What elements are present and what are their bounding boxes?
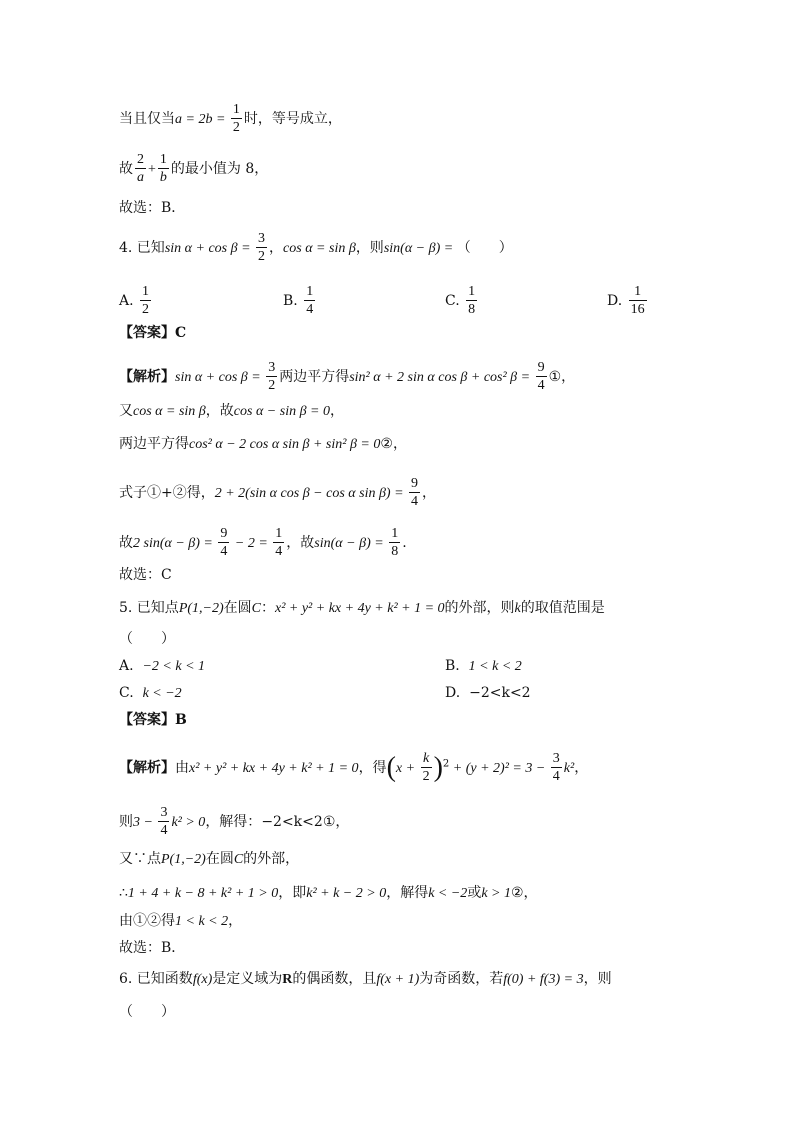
question-5: 5. 已知点P(1,−2)在圆C：x² + y² + kx + 4y + k² + 1 = 0的外部，则k的取值范围是 xyxy=(119,600,605,616)
text: 当且仅当 xyxy=(119,111,175,127)
solution-4-line-4: 式子①+②得，2 + 2(sin α cos β − cos α sin β) = $\frac{9}{4}$ ， xyxy=(119,476,437,509)
text-line-2 xyxy=(119,153,268,185)
solution-tag: 【解析】 xyxy=(119,369,175,385)
solution-5-line-1: 【解析】由x² + y² + kx + 4y + k² + 1 = 0，得(x + $\frac{k}{2}$ )$^2$ + (y + 2)² = 3 − $\frac{3}{4}$ k²， xyxy=(119,751,589,784)
question-5-paren: （ ） xyxy=(119,631,175,647)
solution-5-line-2: 则3 − $\frac{3}{4}$ k² > 0，解得：−2<k<2①， xyxy=(119,805,350,838)
solution-5-line-3: 又∵点P(1,−2)在圆C的外部， xyxy=(119,851,300,867)
math: sin(α − β) = xyxy=(383,241,457,256)
question-4 xyxy=(119,232,513,264)
fraction: $\frac{1}{2}$ xyxy=(232,102,240,135)
option-b: B. $\frac{1}{4}$ xyxy=(283,284,314,317)
text: ，则 xyxy=(355,240,384,256)
text: 的最小值为 8， xyxy=(170,161,269,177)
solution-4-line-5: 故2 sin(α − β) = $\frac{9}{4}$ − 2 = $\frac{1}{4}$ ，故sin(α − β) = $\frac{1}{8}$ . xyxy=(119,526,407,559)
math: cos α = sin β xyxy=(283,241,356,256)
solution-5-line-5: 由①②得1 < k < 2， xyxy=(119,913,243,929)
option-a: A. $\frac{1}{2}$ xyxy=(119,284,150,317)
fraction: $\frac{3}{2}$ xyxy=(258,231,266,264)
math: a = 2b = xyxy=(175,112,229,127)
solution-4-line-2: 又cos α = sin β，故cos α − sin β = 0， xyxy=(119,403,344,419)
option-d: D. −2<k<2 xyxy=(445,685,531,701)
fraction: $\frac{2}{a}$ xyxy=(137,152,144,185)
answer-4: 【答案】C xyxy=(119,325,187,341)
text: ， xyxy=(269,240,284,256)
solution-4-final: 故选：C xyxy=(119,567,172,583)
question-6-paren: （ ） xyxy=(119,1004,175,1020)
solution-4-line-3: 两边平方得cos² α − 2 cos α sin β + sin² β = 0②， xyxy=(119,436,407,452)
text-line-3: 故选：B． xyxy=(119,200,186,216)
text-line-1 xyxy=(119,103,342,135)
text: 两边平方得 xyxy=(279,369,350,385)
option-d: D. $\frac{1}{16}$ xyxy=(607,284,645,317)
question-6: 6. 已知函数f(x)是定义域为R的偶函数，且f(x + 1)为奇函数，若f(0) + f(3) = 3，则 xyxy=(119,971,612,987)
text: 时，等号成立， xyxy=(243,111,342,127)
math: sin α + cos β = xyxy=(164,241,255,256)
option-b: B. 1 < k < 2 xyxy=(445,658,522,674)
math: sin² α + 2 sin α cos β + cos² β = xyxy=(349,370,534,385)
math: sin α + cos β = xyxy=(175,370,265,385)
answer-5: 【答案】B xyxy=(119,712,187,728)
option-a: A. −2 < k < 1 xyxy=(119,658,206,674)
fraction: $\frac{1}{b}$ xyxy=(159,152,167,185)
solution-5-final: 故选：B． xyxy=(119,940,186,956)
option-c: C. $\frac{1}{8}$ xyxy=(445,284,476,317)
text: 故 xyxy=(119,161,133,177)
text: （ ） xyxy=(456,240,513,256)
option-c: C. k < −2 xyxy=(119,685,182,701)
text: 4. 已知 xyxy=(119,240,165,256)
text: ①， xyxy=(548,369,576,385)
solution-4-line-1: 【解析】sin α + cos β = $\frac{3}{2}$ 两边平方得sin² α + 2 sin α cos β + cos² β = $\frac{9}{4}$ ①， xyxy=(119,360,576,393)
solution-5-line-4: ∴1 + 4 + k − 8 + k² + 1 > 0，即k² + k − 2 > 0，解得k < −2或k > 1②， xyxy=(119,885,538,901)
math: + xyxy=(148,162,156,177)
